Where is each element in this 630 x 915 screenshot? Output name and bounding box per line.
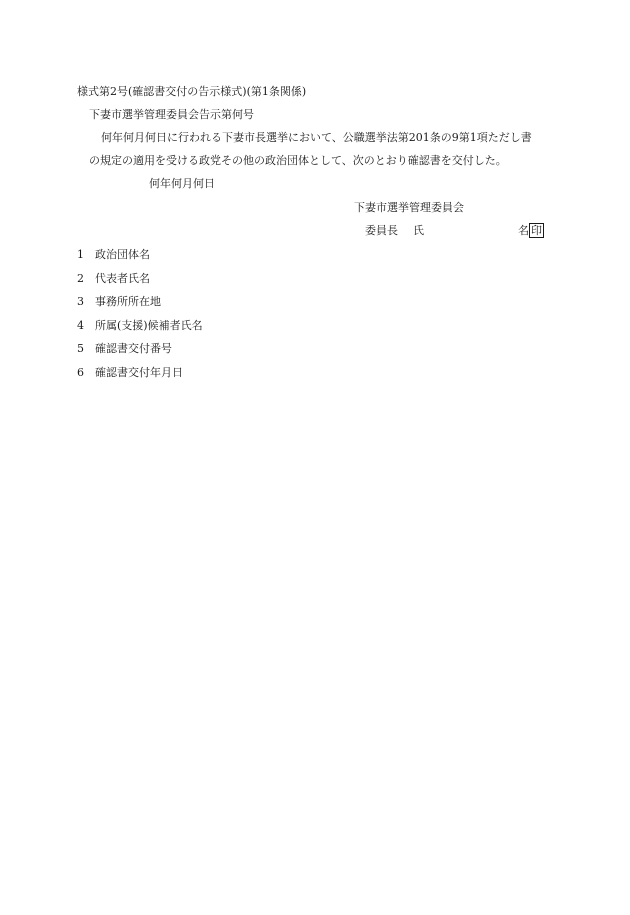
list-item — [77, 367, 183, 378]
item-number: 2 — [77, 272, 84, 285]
list-item — [77, 320, 203, 331]
chairman-title: 委員長 — [365, 224, 398, 237]
list-item — [77, 296, 161, 307]
issuer-name: 下妻市選挙管理委員会 — [354, 201, 464, 214]
item-number: 1 — [77, 248, 84, 261]
notice-date: 何年何月何日 — [149, 177, 215, 190]
name-label-end: 名 — [518, 224, 529, 237]
name-label-start: 氏 — [413, 224, 424, 237]
body-text-line-1: 何年何月何日に行われる下妻市長選挙において、公職選挙法第201条の9第1項ただし書 — [101, 131, 532, 144]
item-label: 事務所所在地 — [95, 295, 161, 308]
item-number: 5 — [77, 342, 84, 355]
item-number: 3 — [77, 295, 84, 308]
item-label: 代表者氏名 — [95, 272, 150, 285]
body-text-line-2: の規定の適用を受ける政党その他の政治団体として、次のとおり確認書を交付した。 — [89, 154, 507, 167]
form-heading: 様式第2号(確認書交付の告示様式)(第1条関係) — [77, 85, 307, 98]
list-item — [77, 273, 150, 284]
item-number: 4 — [77, 319, 84, 332]
list-item — [77, 343, 172, 354]
item-label: 所属(支援)候補者氏名 — [95, 319, 203, 332]
seal-mark: 印 — [531, 224, 542, 237]
item-label: 確認書交付番号 — [95, 342, 172, 355]
item-label: 確認書交付年月日 — [95, 366, 183, 379]
item-number: 6 — [77, 366, 84, 379]
notice-number: 下妻市選挙管理委員会告示第何号 — [89, 108, 254, 121]
list-item — [77, 249, 150, 260]
item-label: 政治団体名 — [95, 248, 150, 261]
name-label-end-with-seal — [518, 223, 544, 238]
